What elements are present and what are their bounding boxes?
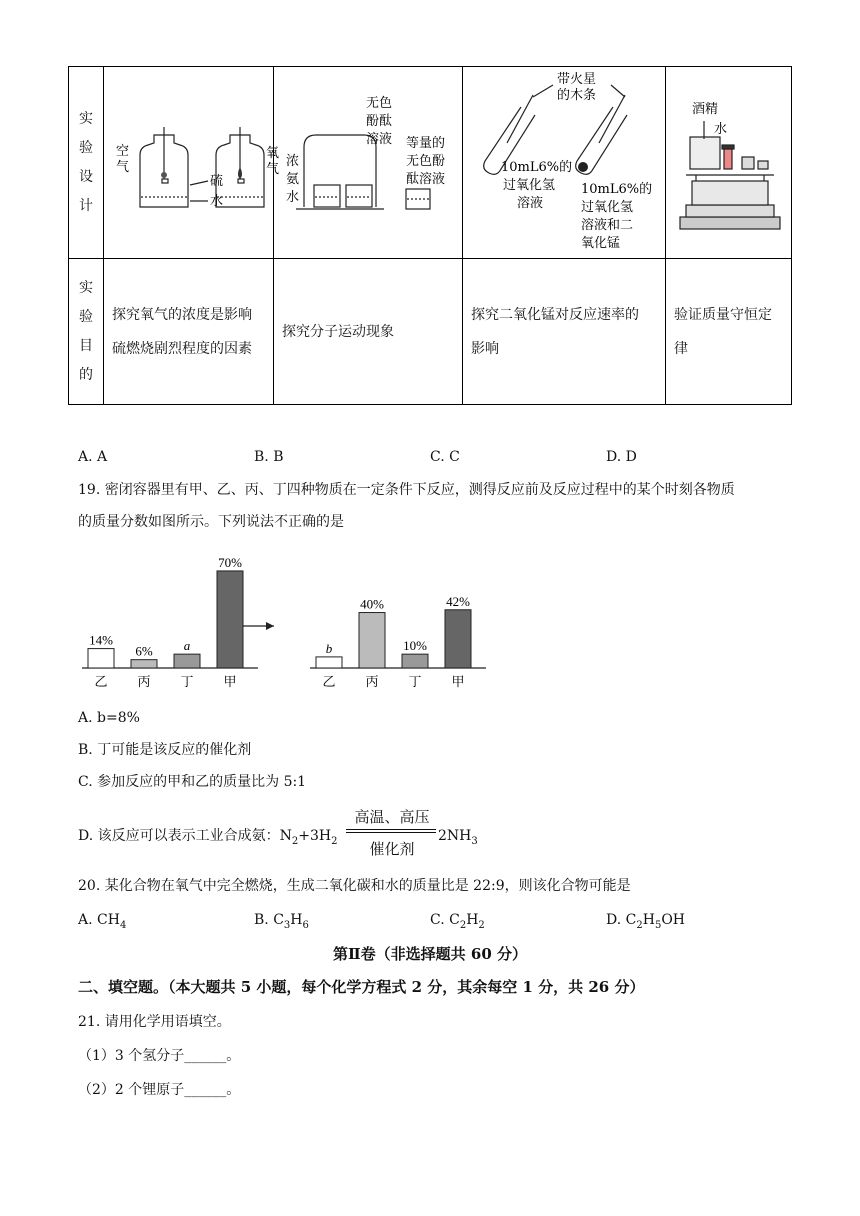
chart-0-category-3: 甲 bbox=[223, 675, 237, 690]
q19-stem-line2: 的质量分数如图所示。下列说法不正确的是 bbox=[78, 514, 344, 530]
purpose-c: 探究二氧化锰对反应速率的 影响 bbox=[463, 259, 666, 405]
q19-stem-line1: 19. 密闭容器里有甲、乙、丙、丁四种物质在一定条件下反应，测得反应前及反应过程中的某个时刻各物质 bbox=[78, 482, 735, 498]
chart-0-bar-2 bbox=[174, 654, 200, 668]
manganese-dioxide-figure bbox=[463, 67, 666, 258]
chart-1-data-label-0: b bbox=[325, 640, 333, 656]
q19-option-d[interactable]: D. 该反应可以表示工业合成氨：$N_2+3H_2$ bbox=[78, 828, 338, 847]
q20-stem: 20. 某化合物在氧气中完全燃烧，生成二氧化碳和水的质量比是 22:9，则该化合物可能是 bbox=[78, 878, 631, 894]
purpose-b: 探究分子运动现象 bbox=[274, 259, 463, 405]
reaction-bar-top bbox=[346, 829, 436, 830]
chart-0-category-2: 丁 bbox=[180, 675, 194, 690]
chart-0-data-label-0: 14% bbox=[89, 632, 113, 648]
q19-bar-charts bbox=[70, 540, 510, 695]
sulfur-label: 硫 bbox=[210, 174, 224, 189]
chart-1-data-label-3: 42% bbox=[446, 593, 470, 609]
svg-text:过氧化氢: 过氧化氢 bbox=[503, 178, 556, 193]
q18-option-c[interactable]: C. C bbox=[430, 449, 460, 465]
design-row bbox=[69, 67, 792, 259]
section2-title: 第Ⅱ卷（非选择题共 60 分） bbox=[333, 945, 527, 963]
sulfur-combustion-figure bbox=[104, 67, 280, 258]
q20-option-c[interactable]: C. $C_2H_2$ bbox=[430, 912, 485, 931]
q21-item-2: （2）2 个锂原子______。 bbox=[78, 1082, 241, 1098]
q20-option-d[interactable]: D. $C_2H_5OH$ bbox=[606, 912, 685, 931]
design-a-cell bbox=[104, 67, 280, 259]
design-d-cell bbox=[666, 67, 792, 259]
q21-item-1: （1）3 个氢分子______。 bbox=[78, 1048, 241, 1064]
experiment-table bbox=[68, 66, 792, 405]
right-tube-label: 10mL6%的 bbox=[581, 182, 653, 197]
svg-text:气: 气 bbox=[116, 160, 130, 175]
design-c-cell bbox=[463, 67, 666, 259]
q19-option-c[interactable]: C. 参加反应的甲和乙的质量比为 5:1 bbox=[78, 774, 307, 790]
svg-text:过氧化氢: 过氧化氢 bbox=[581, 200, 634, 215]
chart-1-bar-2 bbox=[402, 654, 428, 668]
chart-1-category-1: 丙 bbox=[365, 675, 379, 690]
chart-1-category-3: 甲 bbox=[451, 675, 465, 690]
water-label: 水 bbox=[210, 194, 224, 209]
chart-0-bar-0 bbox=[88, 649, 114, 668]
svg-text:酞溶液: 酞溶液 bbox=[406, 172, 446, 187]
q21-stem: 21. 请用化学用语填空。 bbox=[78, 1014, 231, 1030]
chart-0-bar-1 bbox=[131, 660, 157, 668]
mass-conservation-figure bbox=[666, 67, 792, 258]
q19-option-b[interactable]: B. 丁可能是该反应的催化剂 bbox=[78, 742, 252, 758]
left-tube-label: 10mL6%的 bbox=[501, 160, 573, 175]
splint-label: 带火星 bbox=[557, 72, 597, 87]
q19-option-a[interactable]: A. b=8% bbox=[78, 710, 140, 726]
alcohol-label: 酒精 bbox=[692, 102, 719, 117]
svg-text:溶液: 溶液 bbox=[517, 196, 544, 211]
design-row-label: 实 验 设 计 bbox=[69, 67, 104, 259]
balance-water-label: 水 bbox=[714, 122, 728, 137]
purpose-row bbox=[69, 259, 792, 405]
purpose-row-label: 实 验 目 的 bbox=[69, 259, 104, 405]
q20-option-b[interactable]: B. $C_3H_6$ bbox=[254, 912, 309, 931]
purpose-a: 探究氧气的浓度是影响 硫燃烧剧烈程度的因素 bbox=[104, 259, 274, 405]
q20-option-a[interactable]: A. $CH_4$ bbox=[78, 912, 127, 931]
phenol-label: 无色 bbox=[366, 96, 393, 111]
q18-option-d[interactable]: D. D bbox=[606, 449, 637, 465]
svg-text:溶液: 溶液 bbox=[366, 132, 393, 147]
svg-text:氧化锰: 氧化锰 bbox=[581, 236, 621, 251]
section2-heading: 二、填空题。（本大题共 5 小题，每个化学方程式 2 分，其余每空 1 分，共 26 分） bbox=[78, 978, 645, 996]
chart-0-category-0: 乙 bbox=[94, 675, 108, 690]
equal-phenol-label: 等量的 bbox=[406, 136, 446, 151]
svg-text:酚酞: 酚酞 bbox=[366, 114, 393, 129]
chart-0-data-label-1: 6% bbox=[135, 643, 153, 659]
svg-text:的木条: 的木条 bbox=[557, 88, 597, 103]
oxygen-label: 氧 bbox=[266, 146, 280, 161]
chart-1-data-label-1: 40% bbox=[360, 596, 384, 612]
chart-0-data-label-3: 70% bbox=[218, 554, 242, 570]
design-b-cell bbox=[274, 67, 463, 259]
air-label: 空 bbox=[116, 144, 130, 159]
chart-1-category-0: 乙 bbox=[322, 675, 336, 690]
chart-0-bar-3 bbox=[217, 571, 243, 668]
svg-text:水: 水 bbox=[286, 190, 300, 205]
q18-option-a[interactable]: A. A bbox=[78, 449, 108, 465]
purpose-d: 验证质量守恒定 律 bbox=[666, 259, 792, 405]
chart-1-bar-3 bbox=[445, 610, 471, 668]
reaction-condition-below: 催化剂 bbox=[369, 840, 415, 858]
reaction-product: $2NH_3$ bbox=[438, 828, 478, 847]
svg-text:氨: 氨 bbox=[286, 172, 300, 187]
chart-1-bar-0 bbox=[316, 657, 342, 668]
chart-0-category-1: 丙 bbox=[137, 675, 151, 690]
svg-text:溶液和二: 溶液和二 bbox=[581, 218, 634, 233]
chart-1-category-2: 丁 bbox=[408, 675, 422, 690]
svg-text:气: 气 bbox=[266, 162, 280, 177]
chart-1-data-label-2: 10% bbox=[403, 638, 427, 654]
molecule-motion-figure bbox=[274, 67, 463, 258]
q18-option-b[interactable]: B. B bbox=[254, 449, 284, 465]
ammonia-label: 浓 bbox=[286, 154, 300, 169]
chart-1-bar-1 bbox=[359, 613, 385, 668]
chart-0-data-label-2: a bbox=[183, 638, 191, 654]
svg-text:无色酚: 无色酚 bbox=[406, 154, 446, 169]
reaction-bar-bottom bbox=[346, 832, 436, 833]
reaction-condition-above: 高温、高压 bbox=[354, 808, 430, 826]
